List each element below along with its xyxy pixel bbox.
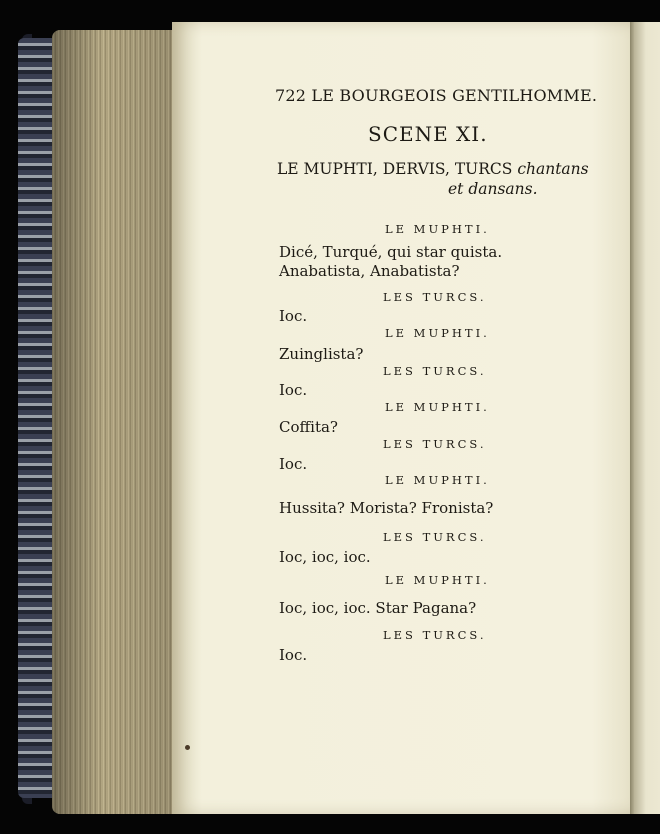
ink-speck [185,745,190,750]
speaker-name: LES TURCS. [383,530,487,544]
cast-list-line2: et dansans. [448,180,538,198]
dialogue-line: Coffita? [279,418,338,436]
speaker-name: LE MUPHTI. [385,473,490,487]
dialogue-line: Ioc. [279,455,308,473]
speaker-name: LES TURCS. [383,290,487,304]
speaker-name: LE MUPHTI. [385,326,490,340]
page-block-shading [52,30,178,814]
dialogue-line: Ioc, ioc, ioc. Star Pagana? [279,599,477,617]
speaker-name: LES TURCS. [383,437,487,451]
speaker-name: LE MUPHTI. [385,400,490,414]
speaker-name: LE MUPHTI. [385,222,490,236]
dialogue-line: Anabatista, Anabatista? [279,262,460,280]
dialogue-line: Dicé, Turqué, qui star quista. [279,243,503,261]
speaker-name: LE MUPHTI. [385,573,490,587]
cast-list-roman: LE MUPHTI, DERVIS, TURCS [277,160,518,178]
cast-list-line1 [277,160,589,178]
dialogue-line: Ioc. [279,381,308,399]
speaker-name: LES TURCS. [383,628,487,642]
dialogue-line: Ioc. [279,646,308,664]
dialogue-line: Hussita? Morista? Fronista? [279,499,494,517]
cast-list-italic: chantans [517,160,589,178]
facing-page-edge [634,22,660,814]
scene-title: SCENE XI. [368,122,488,146]
speaker-name: LES TURCS. [383,364,487,378]
running-head: 722 LE BOURGEOIS GENTILHOMME. [275,86,598,105]
dialogue-line: Ioc. [279,307,308,325]
dialogue-line: Zuinglista? [279,345,364,363]
dialogue-line: Ioc, ioc, ioc. [279,548,371,566]
